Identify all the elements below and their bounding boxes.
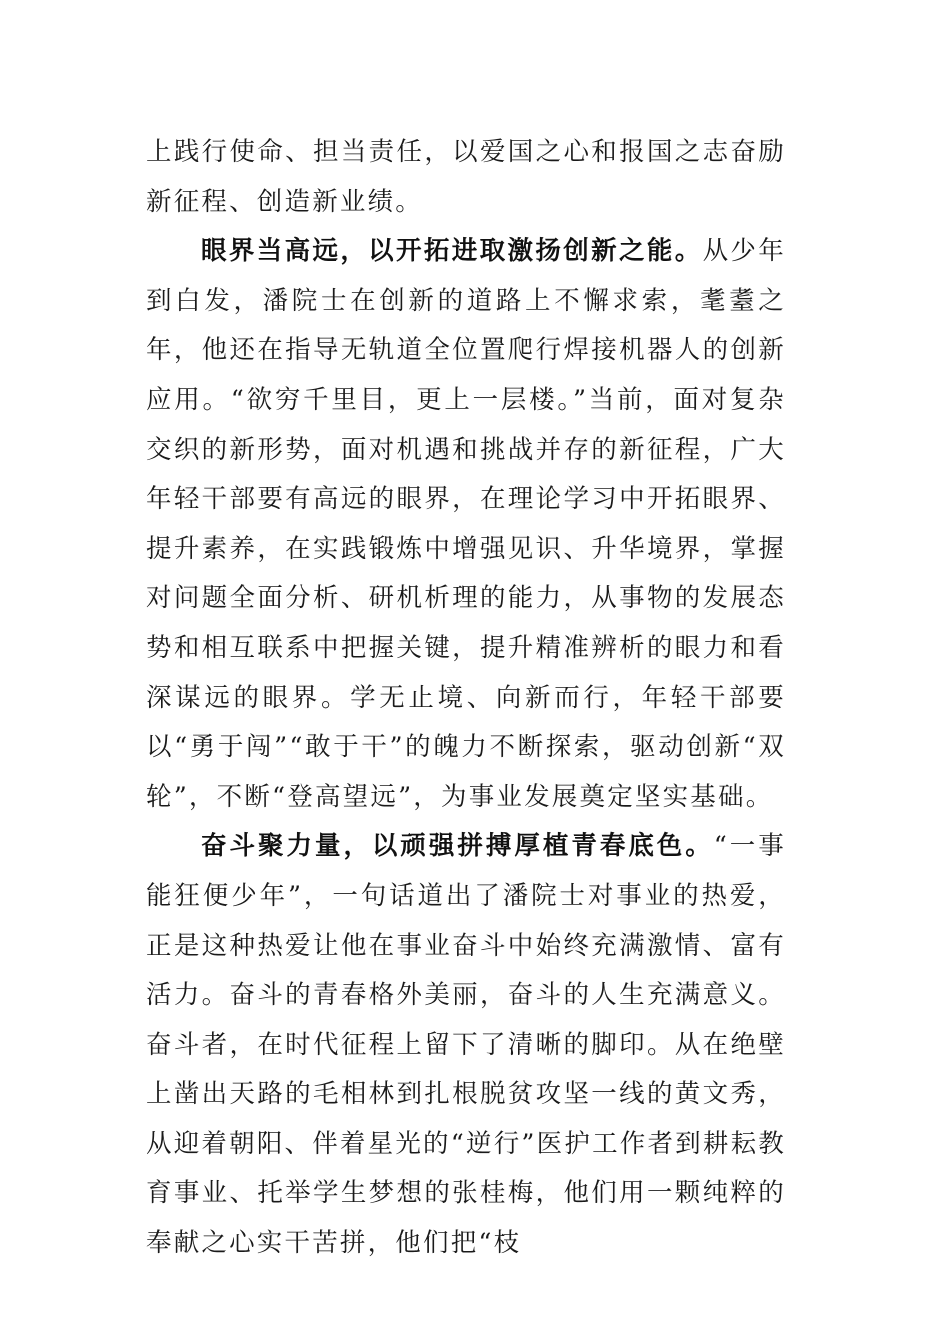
- paragraph-lead-heading: 奋斗聚力量，以顽强拼搏厚植青春底色。: [201, 831, 714, 862]
- paragraph-continuation: [146, 128, 786, 227]
- document-body: [146, 128, 786, 1269]
- paragraph-lead-heading: 眼界当高远，以开拓进取激扬创新之能。: [201, 236, 703, 267]
- paragraph-striving: [146, 822, 786, 1268]
- paragraph-text: “一事能狂便少年”，一句话道出了潘院士对事业的热爱，正是这种热爱让他在事业奋斗中始终充满激情、富有活力。奋斗的青春格外美丽，奋斗的人生充满意义。奋斗者，在时代征程上留下了清晰的脚印。从在绝壁上凿出天路的毛相林到扎根脱贫攻坚一线的黄文秀，从迎着朝阳、伴着星光的“逆行”医护工作者到耕耘教育事业、托举学生梦想的张桂梅，他们用一颗纯粹的奉献之心实干苦拼，他们把“枝: [146, 831, 786, 1259]
- paragraph-text: 上践行使命、担当责任，以爱国之心和报国之志奋励新征程、创造新业绩。: [146, 137, 786, 217]
- paragraph-vision: [146, 227, 786, 822]
- paragraph-text: 从少年到白发，潘院士在创新的道路上不懈求索，耄耋之年，他还在指导无轨道全位置爬行焊接机器人的创新应用。“欲穷千里目，更上一层楼。”当前，面对复杂交织的新形势，面对机遇和挑战并存的新征程，广大年轻干部要有高远的眼界，在理论学习中开拓眼界、提升素养，在实践锻炼中增强见识、升华境界，掌握对问题全面分析、研机析理的能力，从事物的发展态势和相互联系中把握关键，提升精准辨析的眼力和看深谋远的眼界。学无止境、向新而行，年轻干部要以“勇于闯”“敢于干”的魄力不断探索，驱动创新“双轮”，不断“登高望远”，为事业发展奠定坚实基础。: [146, 236, 786, 812]
